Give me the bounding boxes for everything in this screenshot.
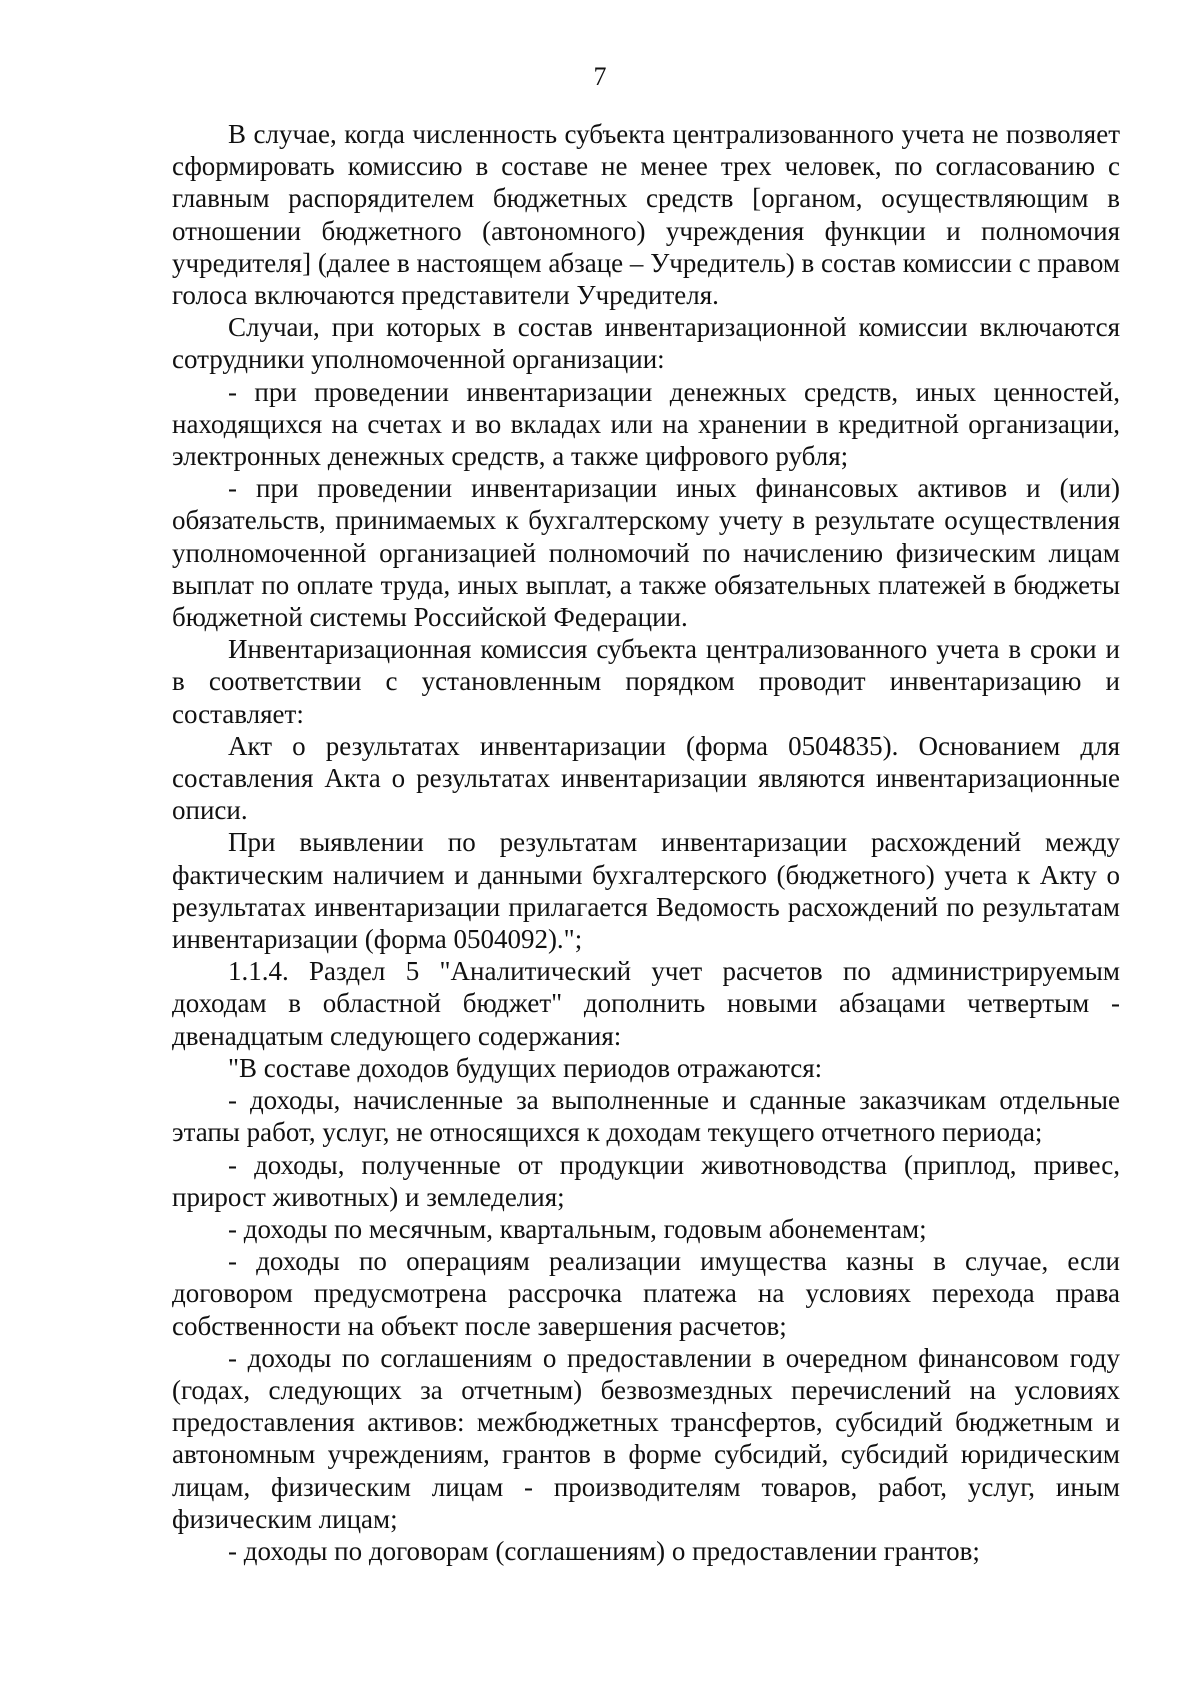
paragraph: Случаи, при которых в состав инвентаризационной комиссии включаются сотрудники уполномоченной организации: xyxy=(172,312,1120,375)
paragraph: - при проведении инвентаризации иных финансовых активов и (или) обязательств, принимаемых к бухгалтерскому учету в результате осуществления уполномоченной организацией полномочий по начислению физическим лицам выплат по оплате труда, иных выплат, а также обязательных платежей в бюджеты бюджетной системы Российской Федерации. xyxy=(172,473,1120,633)
paragraph: "В составе доходов будущих периодов отражаются: xyxy=(228,1052,823,1083)
document-body xyxy=(172,118,1120,1567)
paragraph: Акт о результатах инвентаризации (форма 0504835). Основанием для составления Акта о результатах инвентаризации являются инвентаризационные описи. xyxy=(172,730,1120,826)
paragraph: - доходы по договорам (соглашениям) о предоставлении грантов; xyxy=(228,1535,980,1566)
paragraph: - доходы, полученные от продукции животноводства (приплод, привес, прирост животных) и земледелия; xyxy=(172,1149,1120,1212)
paragraph: - при проведении инвентаризации денежных средств, иных ценностей, находящихся на счетах и во вкладах или на хранении в кредитной организации, электронных денежных средств, а также цифрового рубля; xyxy=(172,376,1120,472)
paragraph: - доходы по соглашениям о предоставлении в очередном финансовом году (годах, следующих за отчетным) безвозмездных перечислений на условиях предоставления активов: межбюджетных трансфертов, субсидий бюджетным и автономным учреждениям, грантов в форме субсидий, субсидий юридическим лицам, физическим лицам - производителям товаров, работ, услуг, иным физическим лицам; xyxy=(172,1342,1120,1534)
paragraph: Инвентаризационная комиссия субъекта централизованного учета в сроки и в соответствии с установленным порядком проводит инвентаризацию и составляет: xyxy=(172,634,1120,729)
paragraph: При выявлении по результатам инвентаризации расхождений между фактическим наличием и данными бухгалтерского (бюджетного) учета к Акту о результатах инвентаризации прилагается Ведомость расхождений по результатам инвентаризации (форма 0504092)."; xyxy=(172,827,1120,955)
paragraph: - доходы, начисленные за выполненные и сданные заказчикам отдельные этапы работ, услуг, не относящихся к доходам текущего отчетного периода; xyxy=(172,1085,1120,1148)
page-number: 7 xyxy=(593,62,607,91)
paragraph: - доходы по месячным, квартальным, годовым абонементам; xyxy=(228,1213,927,1244)
paragraph: В случае, когда численность субъекта централизованного учета не позволяет сформировать комиссию в составе не менее трех человек, по согласованию с главным распорядителем бюджетных средств [органом, осуществляющим в отношении бюджетного (автономного) учреждения функции и полномочия учредителя] (далее в настоящем абзаце – Учредитель) в состав комиссии с правом голоса включаются представители Учредителя. xyxy=(172,119,1120,311)
paragraph: 1.1.4. Раздел 5 "Аналитический учет расчетов по администрируемым доходам в областной бюджет" дополнить новыми абзацами четвертым - двенадцатым следующего содержания: xyxy=(172,956,1120,1051)
paragraph: - доходы по операциям реализации имущества казны в случае, если договором предусмотрена рассрочка платежа на условиях перехода права собственности на объект после завершения расчетов; xyxy=(172,1246,1120,1341)
